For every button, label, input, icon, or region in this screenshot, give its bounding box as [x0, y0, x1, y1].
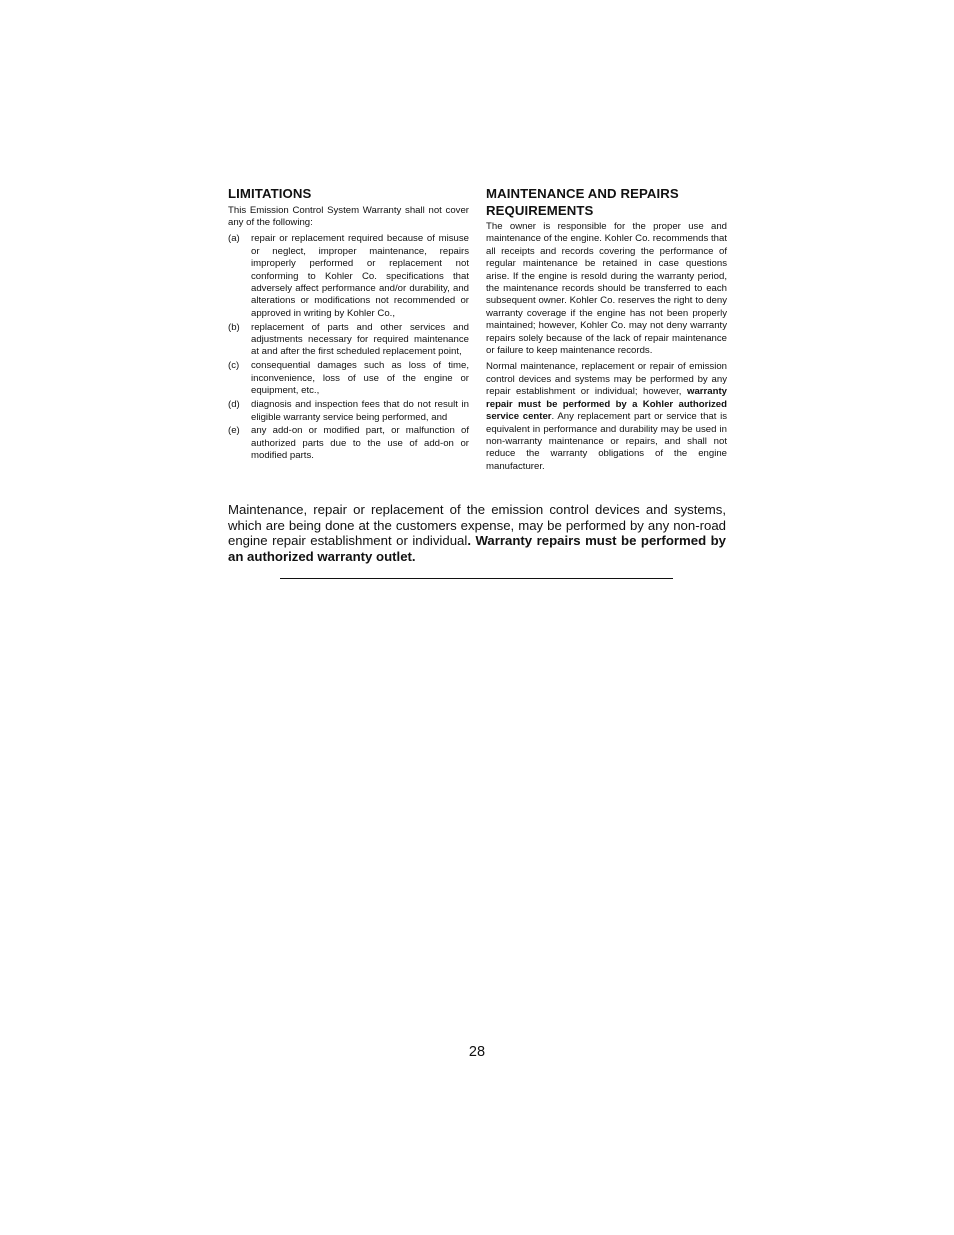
item-label: (e)	[228, 425, 240, 437]
divider-rule	[280, 578, 673, 579]
item-label: (a)	[228, 233, 240, 245]
maintenance-paragraph-1: The owner is responsible for the proper use and maintenance of the engine. Kohler Co. recommends that all receipts and records covering the performance of regular maintenance be retained in case questions arise. If the engine is resold during the warranty period, the maintenance records should be transferred to each subsequent owner. Kohler Co. reserves the right to deny warranty coverage if the engine has not been properly maintained; however, Kohler Co. may not deny warranty repairs solely because of the lack of repair maintenance or failure to keep maintenance records.	[486, 221, 727, 357]
paragraph-2-emphasis: warranty repair must be performed by a Kohler authorized service center	[486, 386, 727, 423]
limitation-item-b	[228, 322, 469, 359]
page-number: 28	[468, 1044, 486, 1060]
item-text: repair or replacement required because of misuse or neglect, improper maintenance, repairs improperly performed or replacement not conforming to Kohler Co. specifications that adversely affect performance and/or durability, and alterations or modifications not recommended or approved in writing by Kohler Co.,	[251, 233, 469, 319]
limitation-item-e	[228, 425, 469, 462]
limitation-item-d	[228, 399, 469, 424]
item-text: consequential damages such as loss of time, inconvenience, loss of use of the engine or equipment, etc.,	[251, 360, 469, 397]
item-text: diagnosis and inspection fees that do not result in eligible warranty service being performed, and	[251, 399, 469, 423]
closing-paragraph	[228, 502, 726, 565]
paragraph-2-start: Normal maintenance, replacement or repair of emission control devices and systems may be performed by any repair establishment or individual; however,	[486, 361, 727, 398]
item-label: (b)	[228, 321, 240, 333]
item-label: (c)	[228, 360, 240, 372]
limitation-item-a	[228, 233, 469, 320]
item-text: replacement of parts and other services and adjustments necessary for required maintenance at and after the first scheduled replacement point,	[251, 321, 469, 358]
closing-emphasis: . Warranty repairs must be performed by an authorized warranty outlet.	[228, 533, 726, 565]
limitation-item-c	[228, 360, 469, 397]
limitations-intro: This Emission Control System Warranty shall not cover any of the following:	[228, 204, 469, 228]
limitations-heading: LIMITATIONS	[228, 186, 312, 201]
maintenance-section	[486, 186, 727, 477]
item-label: (d)	[228, 399, 240, 411]
item-text: any add-on or modified part, or malfunction of authorized parts due to the use of add-on or modified parts.	[251, 425, 469, 462]
limitations-section	[228, 186, 469, 464]
closing-text: Maintenance, repair or replacement of the emission control devices and systems, which are being done at the customers expense, may be performed by any non-road engine repair establishment or individual	[228, 502, 726, 549]
maintenance-paragraph-2	[486, 361, 727, 473]
maintenance-heading: MAINTENANCE AND REPAIRS REQUIREMENTS	[486, 186, 679, 218]
paragraph-2-end: . Any replacement part or service that is equivalent in performance and durability may be used in non-warranty maintenance or repairs, and shall not reduce the warranty obligations of the engine manufacturer.	[486, 411, 728, 472]
limitations-list	[228, 233, 469, 462]
